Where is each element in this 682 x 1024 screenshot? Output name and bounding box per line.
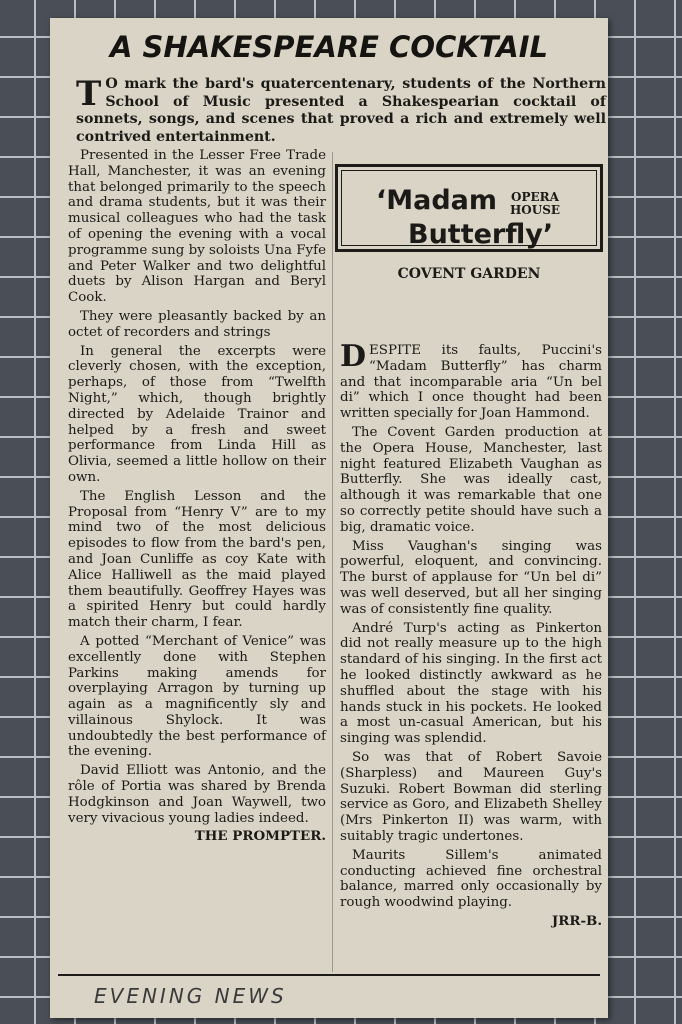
opera-title-box [335,164,603,252]
left-paragraph: They were pleasantly backed by an octet of recorders and strings [68,308,326,340]
box-title-line1: ‘Madam [376,185,498,216]
right-first-text: ESPITE its faults, Puccini's “Madam Butterfly” has charm and that incomparable aria “Un bel di” which I once thought had been written specially for Joan Hammond. [340,343,602,422]
left-column [68,148,326,848]
newspaper-clipping [50,18,608,1018]
right-first-paragraph [340,339,602,422]
intro-paragraph [76,76,606,146]
right-paragraph: So was that of Robert Savoie (Sharpless) and Maureen Guy's Suzuki. Robert Bowman did sterling service as Goro, and Elizabeth Shelley (Mrs Pinkerton II) was warm, with suitably tragic undertones. [340,749,602,844]
right-paragraph: Maurits Sillem's animated conducting achieved fine orchestral balance, marred only occasionally by rough woodwind playing. [340,847,602,911]
column-divider [332,152,333,972]
right-paragraph: The Covent Garden production at the Opera House, Manchester, last night featured Elizabeth Vaughan as Butterfly. She was ideally cast, although it was remarkable that one so correctly petite should have such a big, dramatic voice. [340,424,602,535]
box-tag [500,191,570,217]
handwritten-note: EVENING NEWS [94,984,287,1008]
right-dropcap: D [340,339,367,374]
left-paragraph: David Elliott was Antonio, and the rôle of Portia was shared by Brenda Hodgkinson and Joan Waywell, two very vivacious young ladies indeed. [68,763,326,826]
right-signature: JRR-B. [551,912,602,929]
left-signature: THE PROMPTER. [194,828,326,845]
left-paragraph: A potted “Merchant of Venice” was excellently done with Stephen Parkins making amends for overplaying Arragon by turning up again as a magnificently sly and villainous Shylock. It was undoubtedly the best performance of the evening. [68,633,326,760]
right-column [340,339,602,933]
right-paragraph: Miss Vaughan's singing was powerful, eloquent, and convincing. The burst of applause for “Un bel di” was well deserved, but all her singing was of consistently fine quality. [340,538,602,617]
box-tag-line1: OPERA [511,190,559,204]
intro-text: O mark the bard's quatercentenary, students of the Northern School of Music presented a Shakespearian cocktail of sonnets, songs, and scenes that proved a rich and extremely well contrived entertainment. [76,76,606,145]
left-paragraph: In general the excerpts were cleverly chosen, with the exception, perhaps, of those from “Twelfth Night,” which, though brightly directed by Adelaide Trainor and helped by a fresh and sweet performance from Linda Hill as Olivia, seemed a little hollow on their own. [68,343,326,485]
left-paragraph: The English Lesson and the Proposal from “Henry V” are to my mind two of the most delicious episodes to flow from the bard's pen, and Joan Cunliffe as coy Kate with Alice Halliwell as the maid played them beautifully. Geoffrey Hayes was a spirited Henry but could hardly match their charm, I fear. [68,488,326,631]
box-title-line2: Butterfly’ [408,219,554,250]
headline: A SHAKESPEARE COCKTAIL [110,30,548,64]
left-paragraph: Presented in the Lesser Free Trade Hall, Manchester, it was an evening that belonged primarily to the speech and drama students, but it was their musical colleagues who had the task of opening the evening with a vocal programme sung by soloists Una Fyfe and Peter Walker and two delightful duets by Alison Hargan and Beryl Cook. [68,148,326,306]
intro-dropcap: T [76,74,102,114]
box-tag-line2: HOUSE [509,203,561,217]
venue-heading: COVENT GARDEN [397,266,541,282]
right-paragraph: André Turp's acting as Pinkerton did not really measure up to the high standard of his singing. In the first act he looked distinctly awkward as he shuffled about the stage with his hands stuck in his pockets. He looked a most un-casual American, but his singing was splendid. [340,620,602,747]
bottom-rule [58,974,600,976]
